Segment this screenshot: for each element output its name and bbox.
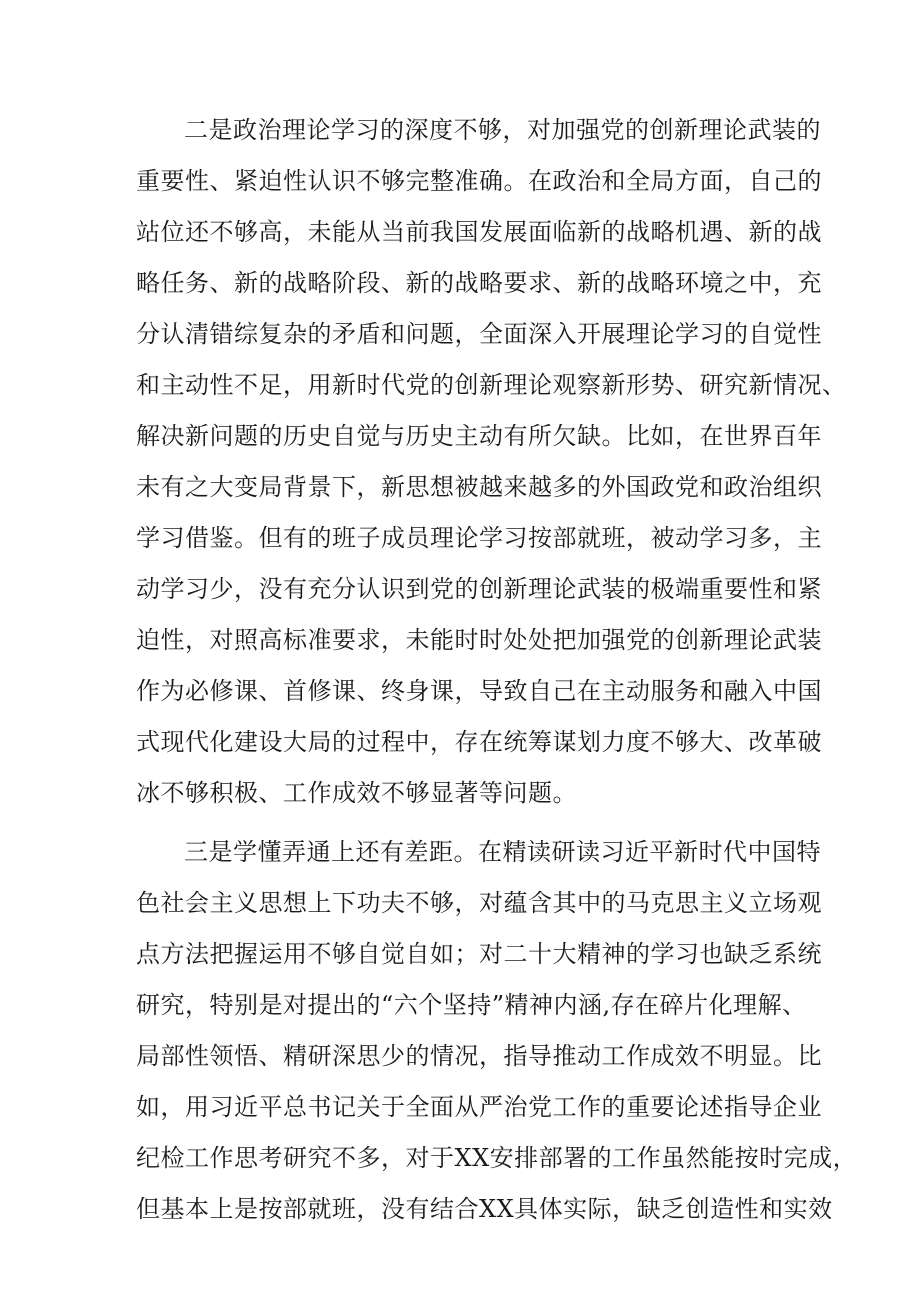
paragraph-2-line-1: 三是学懂弄通上还有差距。在精读研读习近平新时代中国特 [184, 838, 821, 866]
paragraph-2-line-5: 局部性领悟、精研深思少的情况，指导推动工作成效不明显。比 [136, 1042, 822, 1070]
paragraph-2-line-2: 色社会主义思想上下功夫不够，对蕴含其中的马克思主义立场观 [136, 889, 822, 917]
paragraph-1-line-6: 和主动性不足，用新时代党的创新理论观察新形势、研究新情况、 [136, 371, 847, 399]
paragraph-1-line-1: 二是政治理论学习的深度不够，对加强党的创新理论武装的 [184, 116, 821, 144]
paragraph-1-line-11: 迫性，对照高标准要求，未能时时处处把加强党的创新理论武装 [136, 626, 822, 654]
paragraph-1-line-4: 略任务、新的战略阶段、新的战略要求、新的战略环境之中，充 [136, 269, 822, 297]
paragraph-2-line-4: 研究，特别是对提出的“六个坚持”精神内涵,存在碎片化理解、 [136, 991, 807, 1019]
paragraph-2-line-7: 纪检工作思考研究不多，对于XX安排部署的工作虽然能按时完成， [136, 1144, 858, 1172]
paragraph-1-line-3: 站位还不够高，未能从当前我国发展面临新的战略机遇、新的战 [136, 218, 822, 246]
paragraph-2-line-3: 点方法把握运用不够自觉自如；对二十大精神的学习也缺乏系统 [136, 940, 822, 968]
paragraph-1-line-2: 重要性、紧迫性认识不够完整准确。在政治和全局方面，自己的 [136, 167, 822, 195]
paragraph-1-line-12: 作为必修课、首修课、终身课，导致自己在主动服务和融入中国 [136, 677, 822, 705]
paragraph-1-line-13: 式现代化建设大局的过程中，存在统筹谋划力度不够大、改革破 [136, 728, 822, 756]
paragraph-1-line-10: 动学习少，没有充分认识到党的创新理论武装的极端重要性和紧 [136, 575, 822, 603]
paragraph-1-line-9: 学习借鉴。但有的班子成员理论学习按部就班，被动学习多，主 [136, 524, 822, 552]
paragraph-2-line-6: 如，用习近平总书记关于全面从严治党工作的重要论述指导企业 [136, 1093, 822, 1121]
paragraph-1-line-14: 冰不够积极、工作成效不够显著等问题。 [136, 779, 577, 807]
paragraph-2-line-8: 但基本上是按部就班，没有结合XX具体实际，缺乏创造性和实效 [136, 1195, 833, 1223]
paragraph-1-line-8: 未有之大变局背景下，新思想被越来越多的外国政党和政治组织 [136, 473, 822, 501]
paragraph-1-line-5: 分认清错综复杂的矛盾和问题，全面深入开展理论学习的自觉性 [136, 320, 822, 348]
paragraph-1-line-7: 解决新问题的历史自觉与历史主动有所欠缺。比如，在世界百年 [136, 422, 822, 450]
